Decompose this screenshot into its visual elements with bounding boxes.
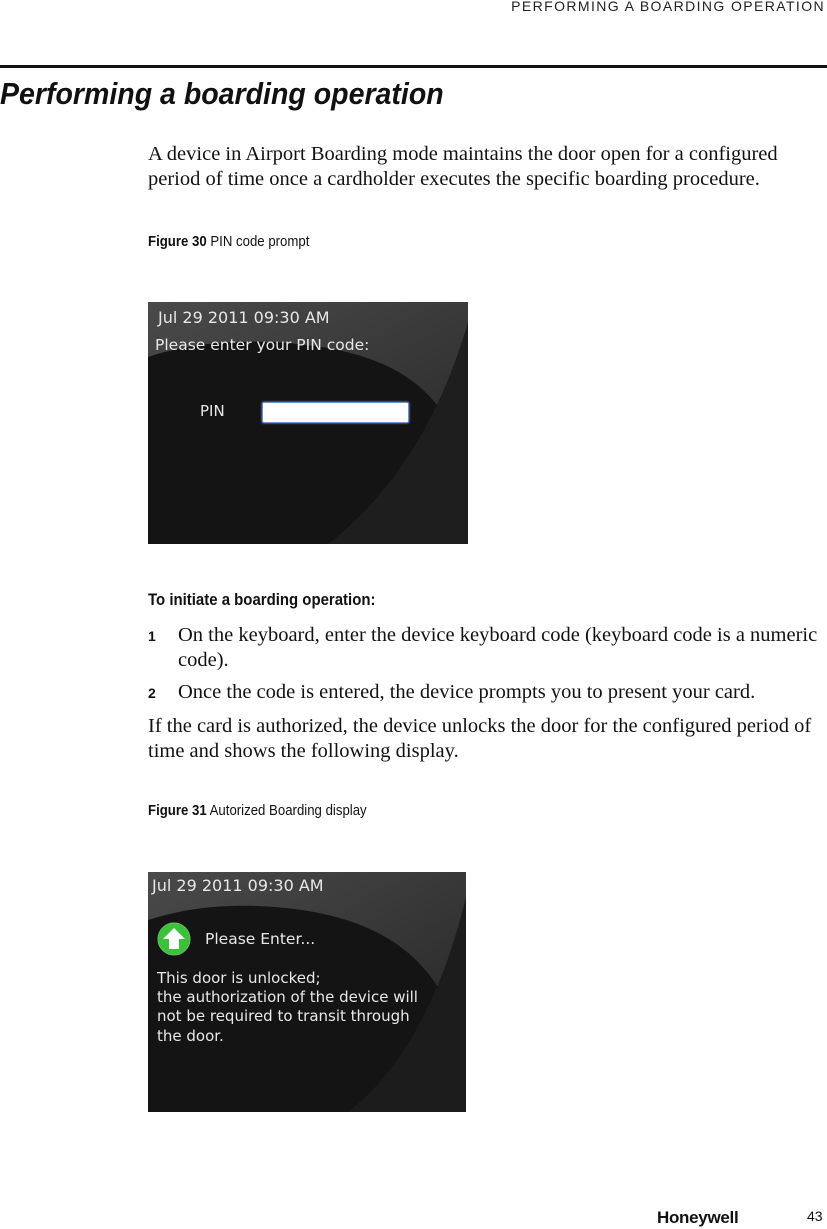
figure-31-caption-text: Autorized Boarding display (209, 802, 367, 819)
step-1-number: 1 (148, 628, 156, 644)
figure-30-caption-text: PIN code prompt (210, 233, 310, 250)
unlock-message-line-3: not be required to transit through (157, 1007, 410, 1025)
pin-field-label: PIN (200, 402, 225, 420)
figure-31-caption (148, 802, 367, 819)
step-2-number: 2 (148, 685, 156, 701)
status-text: Please Enter... (205, 930, 316, 948)
green-up-arrow-icon (157, 922, 191, 956)
step-2-text: Once the code is entered, the device prompts you to present your card. (178, 681, 756, 703)
honeywell-logo: Honeywell (657, 1208, 739, 1227)
page-number: 43 (807, 1208, 823, 1224)
screen-datetime: Jul 29 2011 09:30 AM (152, 876, 324, 895)
unlock-message-line-1: This door is unlocked; (157, 969, 321, 987)
page-title: Performing a boarding operation (0, 76, 444, 111)
figure-30-caption (148, 233, 309, 250)
authorized-paragraph: If the card is authorized, the device unlocks the door for the configured period of time and shows the following display. (148, 715, 812, 762)
procedure-title: To initiate a boarding operation: (148, 590, 376, 609)
running-header: PERFORMING A BOARDING OPERATION (511, 0, 825, 14)
unlock-message-line-4: the door. (157, 1027, 224, 1045)
step-1-text: On the keyboard, enter the device keyboard code (keyboard code is a numeric code). (178, 624, 818, 671)
header-rule (0, 65, 827, 68)
pin-prompt-screen (148, 302, 468, 544)
screen-pin-prompt: Please enter your PIN code: (155, 336, 370, 354)
unlock-message-line-2: the authorization of the device will (157, 988, 418, 1006)
boarding-authorized-screen (148, 872, 466, 1112)
pin-input[interactable] (262, 402, 409, 423)
intro-paragraph: A device in Airport Boarding mode maintains the door open for a configured period of time once a cardholder executes the specific boarding procedure. (148, 143, 778, 190)
figure-31-label: Figure 31 (148, 802, 207, 819)
figure-30-label: Figure 30 (148, 233, 207, 250)
screen-datetime: Jul 29 2011 09:30 AM (158, 308, 330, 327)
